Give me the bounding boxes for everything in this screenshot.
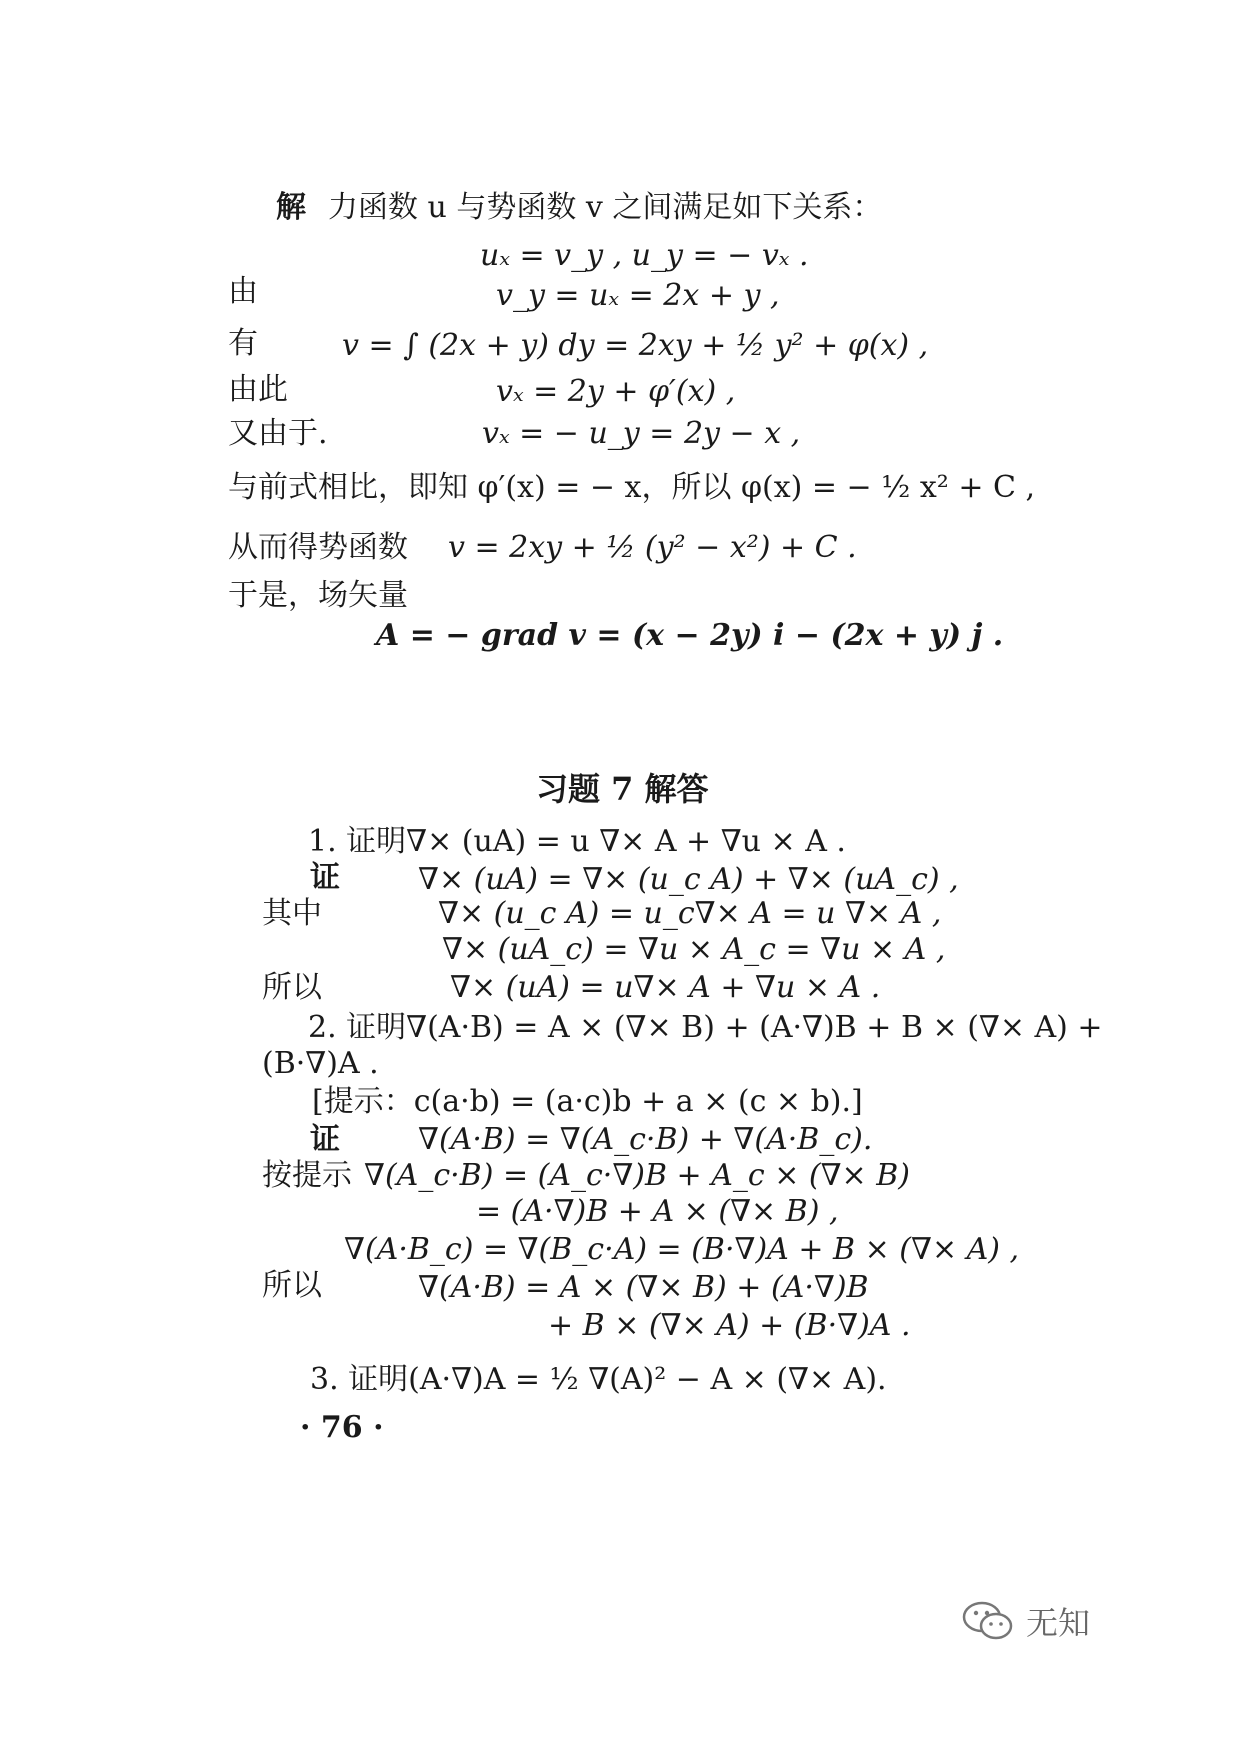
problem-3-statement: 3. 证明(A·∇)A = ½ ∇(A)² − A × (∇× A). xyxy=(310,1362,887,1397)
problem-2-statement-b: (B·∇)A . xyxy=(262,1046,379,1081)
problem-2-eq-1: ∇(A·B) = ∇(A_c·B) + ∇(A·B_c). xyxy=(418,1122,873,1157)
problem-1-eq-2: ∇× (u_c A) = u_c∇× A = u ∇× A , xyxy=(438,896,942,931)
problem-2-so-label: 所以 xyxy=(262,1268,322,1303)
page-number: · 76 · xyxy=(300,1410,384,1445)
problem-2-eq-3: = (A·∇)B + A × (∇× B) , xyxy=(476,1194,839,1229)
problem-2-statement-a: 2. 证明∇(A·B) = A × (∇× B) + (A·∇)B + B × (∇× A) + xyxy=(308,1010,1103,1045)
problem-2-eq-4: ∇(A·B_c) = ∇(B_c·A) = (B·∇)A + B × (∇× A) , xyxy=(344,1232,1020,1267)
problem-2-eq-5: ∇(A·B) = A × (∇× B) + (A·∇)B xyxy=(418,1270,869,1305)
problem-1-eq-1: ∇× (uA) = ∇× (u_c A) + ∇× (uA_c) , xyxy=(418,862,959,897)
problem-1-so-label: 所以 xyxy=(262,970,322,1005)
comparison-line: 与前式相比，即知 φ′(x) = − x，所以 φ(x) = − ½ x² + C , xyxy=(228,470,1036,505)
equation-8: A = − grad v = (x − 2y) i − (2x + y) j . xyxy=(376,618,1004,653)
problem-2-proof-label: 证 xyxy=(310,1122,340,1157)
problem-1-eq-3: ∇× (uA_c) = ∇u × A_c = ∇u × A , xyxy=(442,932,946,967)
problem-2-hint: [提示：c(a·b) = (a·c)b + a × (c × b).] xyxy=(312,1084,863,1119)
label-also: 又由于. xyxy=(228,416,328,451)
label-from: 由 xyxy=(228,274,258,309)
problem-2-eq-2: ∇(A_c·B) = (A_c·∇)B + A_c × (∇× B) xyxy=(364,1158,910,1193)
wechat-icon xyxy=(960,1599,1016,1643)
label-field: 于是，场矢量 xyxy=(228,578,408,613)
equation-7: v = 2xy + ½ (y² − x²) + C . xyxy=(448,530,857,565)
problem-1-proof-label: 证 xyxy=(310,860,340,895)
problem-2-eq-6: + B × (∇× A) + (B·∇)A . xyxy=(548,1308,911,1343)
equation-5: vₓ = − u_y = 2y − x , xyxy=(482,416,801,451)
label-potential: 从而得势函数 xyxy=(228,530,408,565)
solution-label: 解 xyxy=(276,190,306,225)
equation-2: v_y = uₓ = 2x + y , xyxy=(496,278,780,313)
section-title: 习题 7 解答 xyxy=(536,770,709,808)
watermark-text: 无知 xyxy=(1026,1604,1091,1642)
watermark xyxy=(960,1598,1090,1644)
equation-3: v = ∫ (2x + y) dy = 2xy + ½ y² + φ(x) , xyxy=(342,328,929,363)
label-hence: 由此 xyxy=(228,372,288,407)
problem-1-where-label: 其中 xyxy=(262,896,322,931)
solution-intro: 力函数 u 与势函数 v 之间满足如下关系： xyxy=(328,190,883,225)
label-have: 有 xyxy=(228,326,258,361)
equation-1: uₓ = v_y , u_y = − vₓ . xyxy=(480,238,809,273)
problem-1-eq-4: ∇× (uA) = u∇× A + ∇u × A . xyxy=(450,970,881,1005)
problem-2-by-hint-label: 按提示 xyxy=(262,1158,352,1193)
equation-4: vₓ = 2y + φ′(x) , xyxy=(496,374,736,409)
problem-1-statement: 1. 证明∇× (uA) = u ∇× A + ∇u × A . xyxy=(308,824,846,859)
